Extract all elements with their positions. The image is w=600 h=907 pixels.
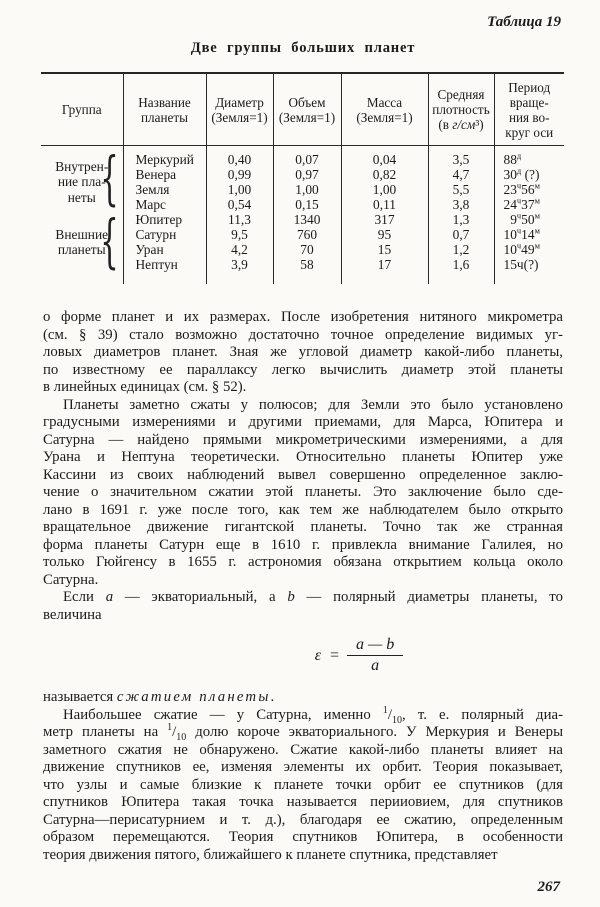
text-line: Сатурна. [43,571,99,588]
cell-name: Сатурн [123,227,206,242]
cell-density: 1,2 [428,242,494,257]
body-text-after-formula [43,689,563,864]
cell-name: Уран [123,242,206,257]
text-line: спутников Юпитера такая точка называется перииовием, для спутников [43,794,563,810]
column-header-group: Группа [41,73,123,146]
epsilon-symbol: ε [314,646,322,664]
cell-mass: 17 [341,257,428,272]
cell-volume: 58 [273,257,341,272]
table-caption: Таблица 19 [487,14,561,30]
paragraph [43,689,563,707]
cell-density: 3,5 [428,146,494,168]
text-line: по известному ее параллаксу легко вычислить диаметр этой планеты [43,361,563,378]
body-text-before-formula [43,309,563,624]
column-header-period: Период враще- ния во- круг оси [494,73,564,146]
group-label-cell [41,206,123,275]
cell-diameter: 0,99 [206,167,273,182]
table-row [41,212,564,227]
cell-volume: 760 [273,227,341,242]
column-header-diameter: Диаметр (Земля=1) [206,73,273,146]
cell-volume: 1340 [273,212,341,227]
text-line: Урана и Нептуна теоретически. Относительно планеты Юпитер уже [43,449,563,465]
cell-period: $30^д$ (?) [503,165,540,182]
text-line: форма планеты Сатурн еще в 1610 г. привлекла внимание Галилея, но [43,536,563,553]
cell-volume: 70 [273,242,341,257]
planets-table-body [41,143,564,285]
text-line: Если a — экваториальный, а b — полярный диаметры планеты, то [63,589,563,605]
fraction-numerator: a — b [347,637,403,656]
group-label: Внутрен- ние пла- неты [55,158,109,205]
cell-diameter: 1,00 [206,182,273,197]
text-line: Кассини из своих наблюдений вывел совершенно определенное заклю- [43,466,563,483]
cell-name: Нептун [123,257,206,272]
cell-density: 5,5 [428,182,494,197]
text-line: Наибольшее сжатие — у Сатурна, именно $^1/_{10}$, т. е. полярный диа- [63,704,564,726]
cell-name: Юпитер [123,212,206,227]
paragraph [43,309,563,397]
column-header-mass: Масса (Земля=1) [341,73,428,146]
text-line: вращательное движение гигантской планеты. Точно так же странная [43,519,563,535]
cell-diameter: 3,9 [206,257,273,272]
text-line: Сатурна—перисатурнием и т. д.), благодаря ее сжатию, определенным [43,811,563,828]
cell-mass: 1,00 [341,182,428,197]
text-line: величина [43,606,102,623]
cell-period: $88^д$ [503,150,522,167]
fraction-denominator: a [371,657,380,674]
cell-volume: 0,15 [273,197,341,212]
cell-mass: 0,82 [341,167,428,182]
paragraph [43,589,563,624]
cell-period: $23^ч56^м$ [503,180,540,197]
cell-diameter: 9,5 [206,227,273,242]
column-header-volume: Объем (Земля=1) [273,73,341,146]
cell-name: Венера [123,167,206,182]
cell-mass: 0,04 [341,146,428,168]
text-line: градусными измерениями и другими приемами, для Марса, Юпитера и [43,414,563,430]
text-line: теория движения пятого, ближайшего к планете спутника, представляет [43,846,498,863]
column-header-density: Средняя плотность (в г/см³) [428,73,494,146]
page-number: 267 [537,879,560,895]
text-line: образом перемещаются. Теория спутников Юпитера, в особенности [43,829,563,845]
table-title: Две группы больших планет [190,40,416,56]
text-line: (см. § 39) стало возможно достаточно точное определение видимых уг- [43,326,563,343]
column-header-name: Название планеты [123,73,206,146]
text-line: ловых диаметров планет. Зная же угловой диаметр какой-либо планеты, [43,344,563,360]
paragraph [43,704,564,865]
text-line: метр планеты на $^1/_{10}$ долю короче экваториального. У Меркурия и Венеры [43,722,564,743]
text-line: лано в 1691 г. уже после того, как тем же наблюдателем было открыто [43,501,563,518]
group-label: Внешние планеты [55,226,109,257]
group-label-cell [41,143,123,213]
cell-diameter: 0,40 [206,146,273,168]
cell-density: 4,7 [428,167,494,182]
planets-table [41,72,564,284]
cell-diameter: 11,3 [206,212,273,227]
text-line: движение спутников ее, изменяя элементы их орбит. Теория показывает, [43,759,563,775]
text-line: что узлы и самые близкие к планете точки орбит ее спутников (для [43,776,563,793]
text-line: в линейных единицах (см. § 52). [43,379,247,395]
text-line: только Гюйгенсу в 1655 г. астрономия обязана открытием кольца около [43,554,563,570]
header-row [41,73,564,146]
cell-name: Меркурий [123,146,206,168]
text-line: заметного сжатия не обнаружено. Сжатие какой-либо планеты влияет на [43,741,563,758]
text-line: называется сжатием планеты. [43,689,275,705]
cell-density: 0,7 [428,227,494,242]
cell-volume: 0,97 [273,167,341,182]
cell-mass: 0,11 [341,197,428,212]
table-bottom-spacer [41,272,564,284]
cell-diameter: 0,54 [206,197,273,212]
cell-period: 15ч(?) [503,257,539,272]
cell-name: Земля [123,182,206,197]
cell-period: $24^ч37^м$ [503,195,540,212]
fraction [347,637,403,674]
cell-diameter: 4,2 [206,242,273,257]
text-line: Планеты заметно сжаты у полюсов; для Земли это было установлено [63,396,563,413]
cell-period: $10^ч49^м$ [503,240,540,257]
cell-volume: 1,00 [273,182,341,197]
cell-period: $10^ч14^м$ [503,225,540,242]
group-brace: { [99,206,119,275]
cell-mass: 95 [341,227,428,242]
cell-density: 3,8 [428,197,494,212]
equals-sign: = [330,646,339,664]
table-row [41,146,564,168]
text-line: о форме планет и их размерах. После изобретения нитяного микрометра [43,309,563,325]
cell-mass: 317 [341,212,428,227]
cell-period: $9^ч50^м$ [503,210,540,227]
cell-density: 1,6 [428,257,494,272]
cell-volume: 0,07 [273,146,341,168]
group-brace: { [99,143,119,212]
compression-formula [315,637,404,674]
text-line: чение о значительном сжатии этой планеты. Это заключение было сде- [43,484,563,500]
paragraph [43,397,563,590]
cell-name: Марс [123,197,206,212]
text-line: Сатурна — найдено прямыми микрометрическими измерениями, а для [43,431,563,448]
cell-density: 1,3 [428,212,494,227]
cell-mass: 15 [341,242,428,257]
